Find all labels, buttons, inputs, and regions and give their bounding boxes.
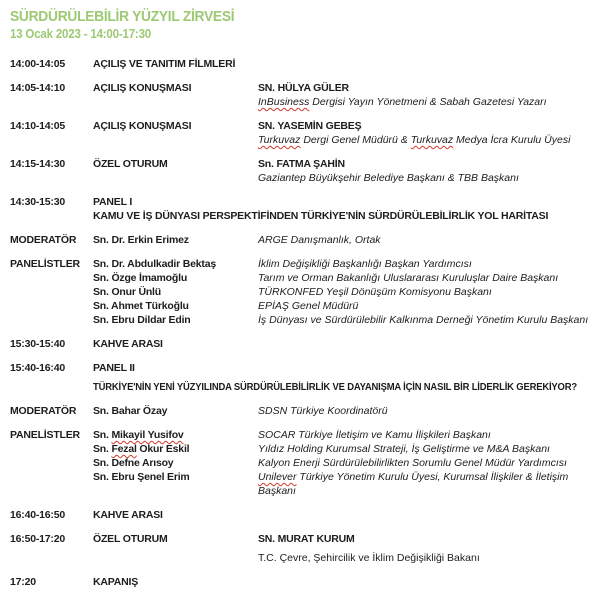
session-column-cell [93, 532, 258, 565]
speaker-title: InBusiness Dergisi Yayın Yönetmeni & Sabah Gazetesi Yazarı [258, 96, 547, 108]
time-column-cell [10, 81, 93, 109]
time-slot: 14:15-14:30 [10, 158, 66, 170]
role-label: PANELİSTLER [10, 429, 80, 441]
time-column-cell [10, 233, 93, 247]
agenda-row [10, 81, 592, 109]
session-type: AÇILIŞ KONUŞMASI [93, 82, 192, 94]
speaker-name: SN. YASEMİN GEBEŞ [258, 120, 362, 132]
panelist-name: Sn. Mikayil Yusifov [93, 429, 184, 441]
agenda-row [10, 337, 592, 351]
speaker-column-cell [258, 404, 592, 418]
speaker-name: SN. HÜLYA GÜLER [258, 82, 349, 94]
speaker-column-cell [258, 157, 592, 185]
speaker-column-cell [258, 575, 592, 589]
time-slot: 17:20 [10, 576, 36, 588]
speaker-column-cell [258, 508, 592, 522]
agenda-row [10, 119, 592, 147]
session-column-cell [93, 508, 258, 522]
session-column-cell [93, 404, 258, 418]
speaker-title: T.C. Çevre, Şehircilik ve İklim Değişikliği Bakanı [258, 552, 480, 564]
panelist-name: Sn. Defne Arısoy [93, 457, 174, 469]
panel-title: KAMU VE İŞ DÜNYASI PERSPEKTİFİNDEN TÜRKİYE'NİN SÜRDÜRÜLEBİLİRLİK YOL HARİTASI [93, 210, 549, 222]
agenda-row [10, 257, 592, 327]
agenda-row [10, 428, 592, 498]
agenda-row [10, 157, 592, 185]
time-column-cell [10, 575, 93, 589]
speaker-column-cell [258, 233, 592, 247]
time-slot: 15:40-16:40 [10, 362, 66, 374]
speaker-title: ARGE Danışmanlık, Ortak [258, 234, 381, 246]
speaker-column-cell [258, 428, 592, 498]
page-title: SÜRDÜRÜLEBİLİR YÜZYIL ZİRVESİ [10, 8, 235, 25]
time-column-cell [10, 195, 93, 223]
speaker-name: Sn. FATMA ŞAHİN [258, 158, 345, 170]
role-label: PANELİSTLER [10, 258, 80, 270]
session-column-cell [93, 575, 258, 589]
speaker-column-cell [258, 57, 592, 71]
agenda-row [10, 508, 592, 522]
session-column-cell [93, 428, 258, 498]
session-column-cell [93, 81, 258, 109]
session-column-cell [93, 157, 258, 185]
speaker-name: SN. MURAT KURUM [258, 533, 355, 545]
session-type: AÇILIŞ KONUŞMASI [93, 120, 192, 132]
panelist-name: Sn. Fezal Okur Eskil [93, 443, 190, 455]
agenda-row [10, 233, 592, 247]
speaker-column-cell [258, 81, 592, 109]
speaker-title: İş Dünyası ve Sürdürülebilir Kalkınma Derneği Yönetim Kurulu Başkanı [258, 314, 589, 326]
session-type: KAHVE ARASI [93, 338, 163, 350]
panelist-name: Sn. Dr. Erkin Erimez [93, 234, 189, 246]
panelist-name: Sn. Onur Ünlü [93, 286, 161, 298]
time-column-cell [10, 428, 93, 498]
agenda-row [10, 404, 592, 418]
session-column-cell [93, 361, 577, 394]
misspelled-word: Turkuvaz [258, 134, 301, 146]
session-type: KAHVE ARASI [93, 509, 163, 521]
role-label: MODERATÖR [10, 405, 77, 417]
panel-title: TÜRKİYE'NİN YENİ YÜZYILINDA SÜRDÜRÜLEBİLİRLİK VE DAYANIŞMA İÇİN NASIL BİR LİDERLİK GEREKİYOR? [93, 381, 577, 393]
session-column-cell [93, 257, 258, 327]
misspelled-word: Unilever [258, 471, 297, 483]
speaker-column-cell [258, 532, 592, 565]
misspelled-word: InBusiness [258, 96, 310, 108]
time-column-cell [10, 404, 93, 418]
misspelled-word: Fezal [111, 443, 137, 455]
time-slot: 16:50-17:20 [10, 533, 66, 545]
misspelled-word: Mikayil Yusifov [111, 429, 184, 441]
speaker-title: Kalyon Enerji Sürdürülebilirlikten Sorumlu Genel Müdür Yardımcısı [258, 457, 567, 469]
panelist-name: Sn. Bahar Özay [93, 405, 168, 417]
speaker-title: Tarım ve Orman Bakanlığı Uluslararası Kuruluşlar Daire Başkanı [258, 272, 559, 284]
session-column-cell [93, 119, 258, 147]
role-label: MODERATÖR [10, 234, 77, 246]
time-column-cell [10, 157, 93, 185]
misspelled-word: Turkuvaz [410, 134, 454, 146]
speaker-title: Gaziantep Büyükşehir Belediye Başkanı & TBB Başkanı [258, 172, 519, 184]
event-date: 13 Ocak 2023 - 14:00-17:30 [10, 27, 151, 41]
speaker-title: SOCAR Türkiye İletişim ve Kamu İlişkileri Başkanı [258, 429, 491, 441]
time-column-cell [10, 532, 93, 565]
time-slot: 14:00-14:05 [10, 58, 66, 70]
speaker-title: İklim Değişikliği Başkanlığı Başkan Yardımcısı [258, 258, 472, 270]
session-type: PANEL II [93, 362, 135, 374]
session-type: AÇILIŞ VE TANITIM FİLMLERİ [93, 58, 236, 70]
speaker-column-cell [258, 257, 592, 327]
agenda-row [10, 532, 592, 565]
time-column-cell [10, 508, 93, 522]
speaker-title: TÜRKONFED Yeşil Dönüşüm Komisyonu Başkanı [258, 286, 492, 298]
session-column-cell [93, 57, 258, 71]
speaker-title: SDSN Türkiye Koordinatörü [258, 405, 388, 417]
agenda-row [10, 57, 592, 71]
speaker-column-cell [258, 119, 592, 147]
panelist-name: Sn. Ebru Dildar Edin [93, 314, 191, 326]
panelist-name: Sn. Özge İmamoğlu [93, 272, 188, 284]
time-slot: 14:05-14:10 [10, 82, 66, 94]
speaker-title: Turkuvaz Dergi Genel Müdürü & Turkuvaz Medya İcra Kurulu Üyesi [258, 134, 571, 146]
session-column-cell [93, 195, 549, 223]
time-column-cell [10, 57, 93, 71]
time-column-cell [10, 337, 93, 351]
speaker-title: Unilever Türkiye Yönetim Kurulu Üyesi, Kurumsal İlişkiler & İletişim Başkanı [258, 471, 569, 497]
panelist-name: Sn. Ahmet Türkoğlu [93, 300, 189, 312]
panelist-name: Sn. Dr. Abdulkadir Bektaş [93, 258, 216, 270]
speaker-column-cell [258, 195, 592, 223]
time-column-cell [10, 119, 93, 147]
session-type: PANEL I [93, 196, 133, 208]
agenda-row [10, 575, 592, 589]
session-column-cell [93, 233, 258, 247]
session-type: ÖZEL OTURUM [93, 533, 168, 545]
time-slot: 14:30-15:30 [10, 196, 66, 208]
speaker-column-cell [258, 337, 592, 351]
session-column-cell [93, 337, 258, 351]
time-column-cell [10, 257, 93, 327]
agenda-row [10, 361, 592, 394]
time-slot: 14:10-14:05 [10, 120, 66, 132]
time-slot: 16:40-16:50 [10, 509, 66, 521]
time-column-cell [10, 361, 93, 394]
panelist-name: Sn. Ebru Şenel Erim [93, 471, 190, 483]
session-type: KAPANIŞ [93, 576, 139, 588]
agenda-table [10, 57, 592, 589]
time-slot: 15:30-15:40 [10, 338, 66, 350]
speaker-title: EPİAŞ Genel Müdürü [258, 300, 359, 312]
agenda-row [10, 195, 592, 223]
session-type: ÖZEL OTURUM [93, 158, 168, 170]
speaker-title: Yıldız Holding Kurumsal Strateji, İş Geliştirme ve M&A Başkanı [258, 443, 550, 455]
